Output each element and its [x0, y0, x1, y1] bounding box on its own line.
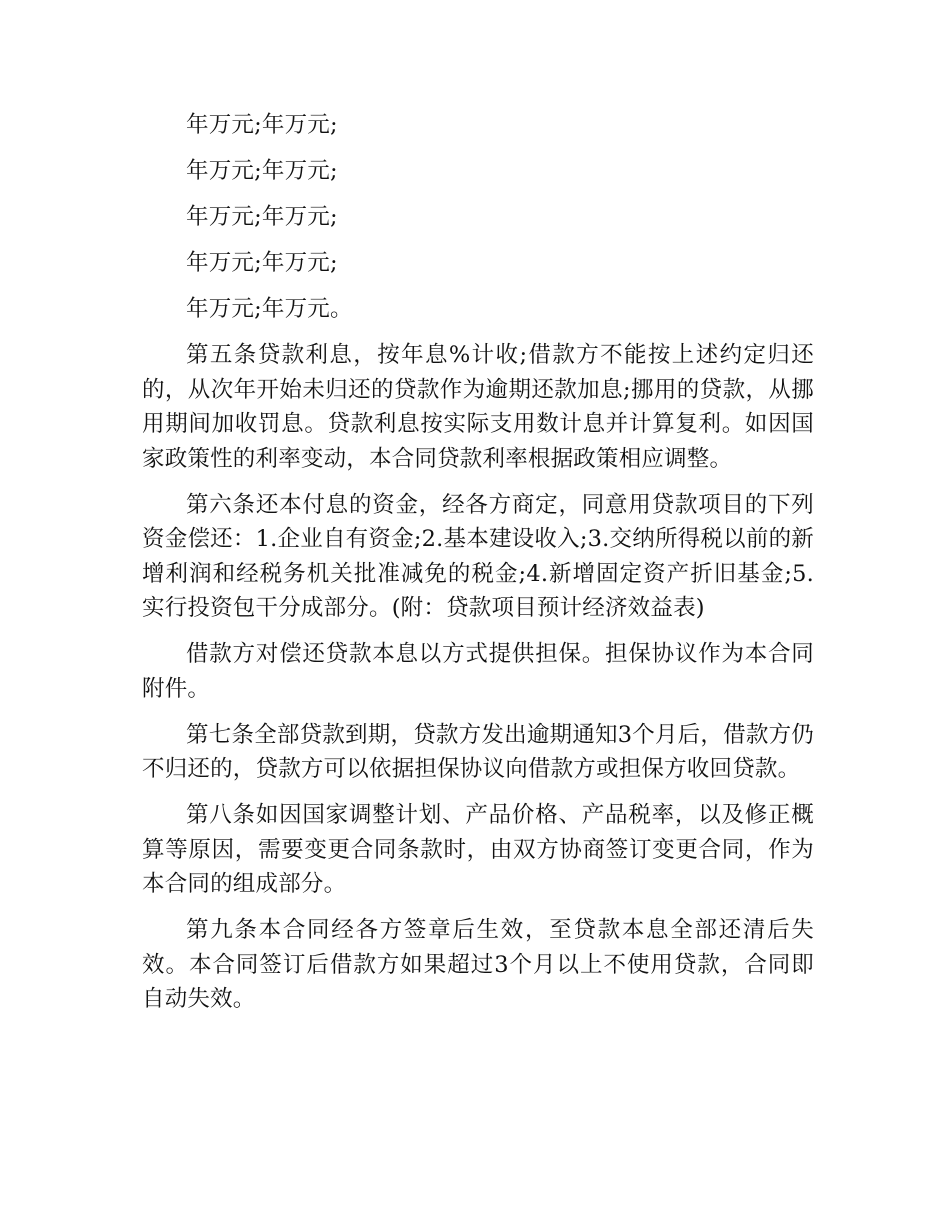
repayment-line-4: 年万元;年万元; — [186, 250, 338, 276]
repayment-line-1: 年万元;年万元; — [186, 112, 338, 138]
article-5-interest: 第五条贷款利息，按年息%计收;借款方不能按上述约定归还的，从次年开始未归还的贷款作为逾期还款加息;挪用的贷款，从挪用期间加收罚息。贷款利息按实际支用数计息并计算复利。如因国家政策性的利率变动，本合同贷款利率根据政策相应调整。 — [142, 342, 814, 472]
article-8-amendment: 第八条如因国家调整计划、产品价格、产品税率，以及修正概算等原因，需要变更合同条款时，由双方协商签订变更合同，作为本合同的组成部分。 — [142, 802, 814, 897]
article-9-effectiveness: 第九条本合同经各方签章后生效，至贷款本息全部还清后失效。本合同签订后借款方如果超过3个月以上不使用贷款，合同即自动失效。 — [142, 917, 814, 1012]
article-6-repayment-funds: 第六条还本付息的资金，经各方商定，同意用贷款项目的下列资金偿还：1.企业自有资金;2.基本建设收入;3.交纳所得税以前的新增利润和经税务机关批准减免的税金;4.新增固定资产折旧基金;5.实行投资包干分成部分。(附：贷款项目预计经济效益表) — [142, 491, 814, 621]
guarantee-paragraph: 借款方对偿还贷款本息以方式提供担保。担保协议作为本合同附件。 — [142, 641, 814, 702]
document-page — [142, 108, 814, 1028]
repayment-line-3: 年万元;年万元; — [186, 204, 338, 230]
article-7-overdue: 第七条全部贷款到期，贷款方发出逾期通知3个月后，借款方仍不归还的，贷款方可以依据担保协议向借款方或担保方收回贷款。 — [142, 721, 814, 782]
repayment-line-2: 年万元;年万元; — [186, 158, 338, 184]
repayment-line-5: 年万元;年万元。 — [186, 296, 353, 322]
